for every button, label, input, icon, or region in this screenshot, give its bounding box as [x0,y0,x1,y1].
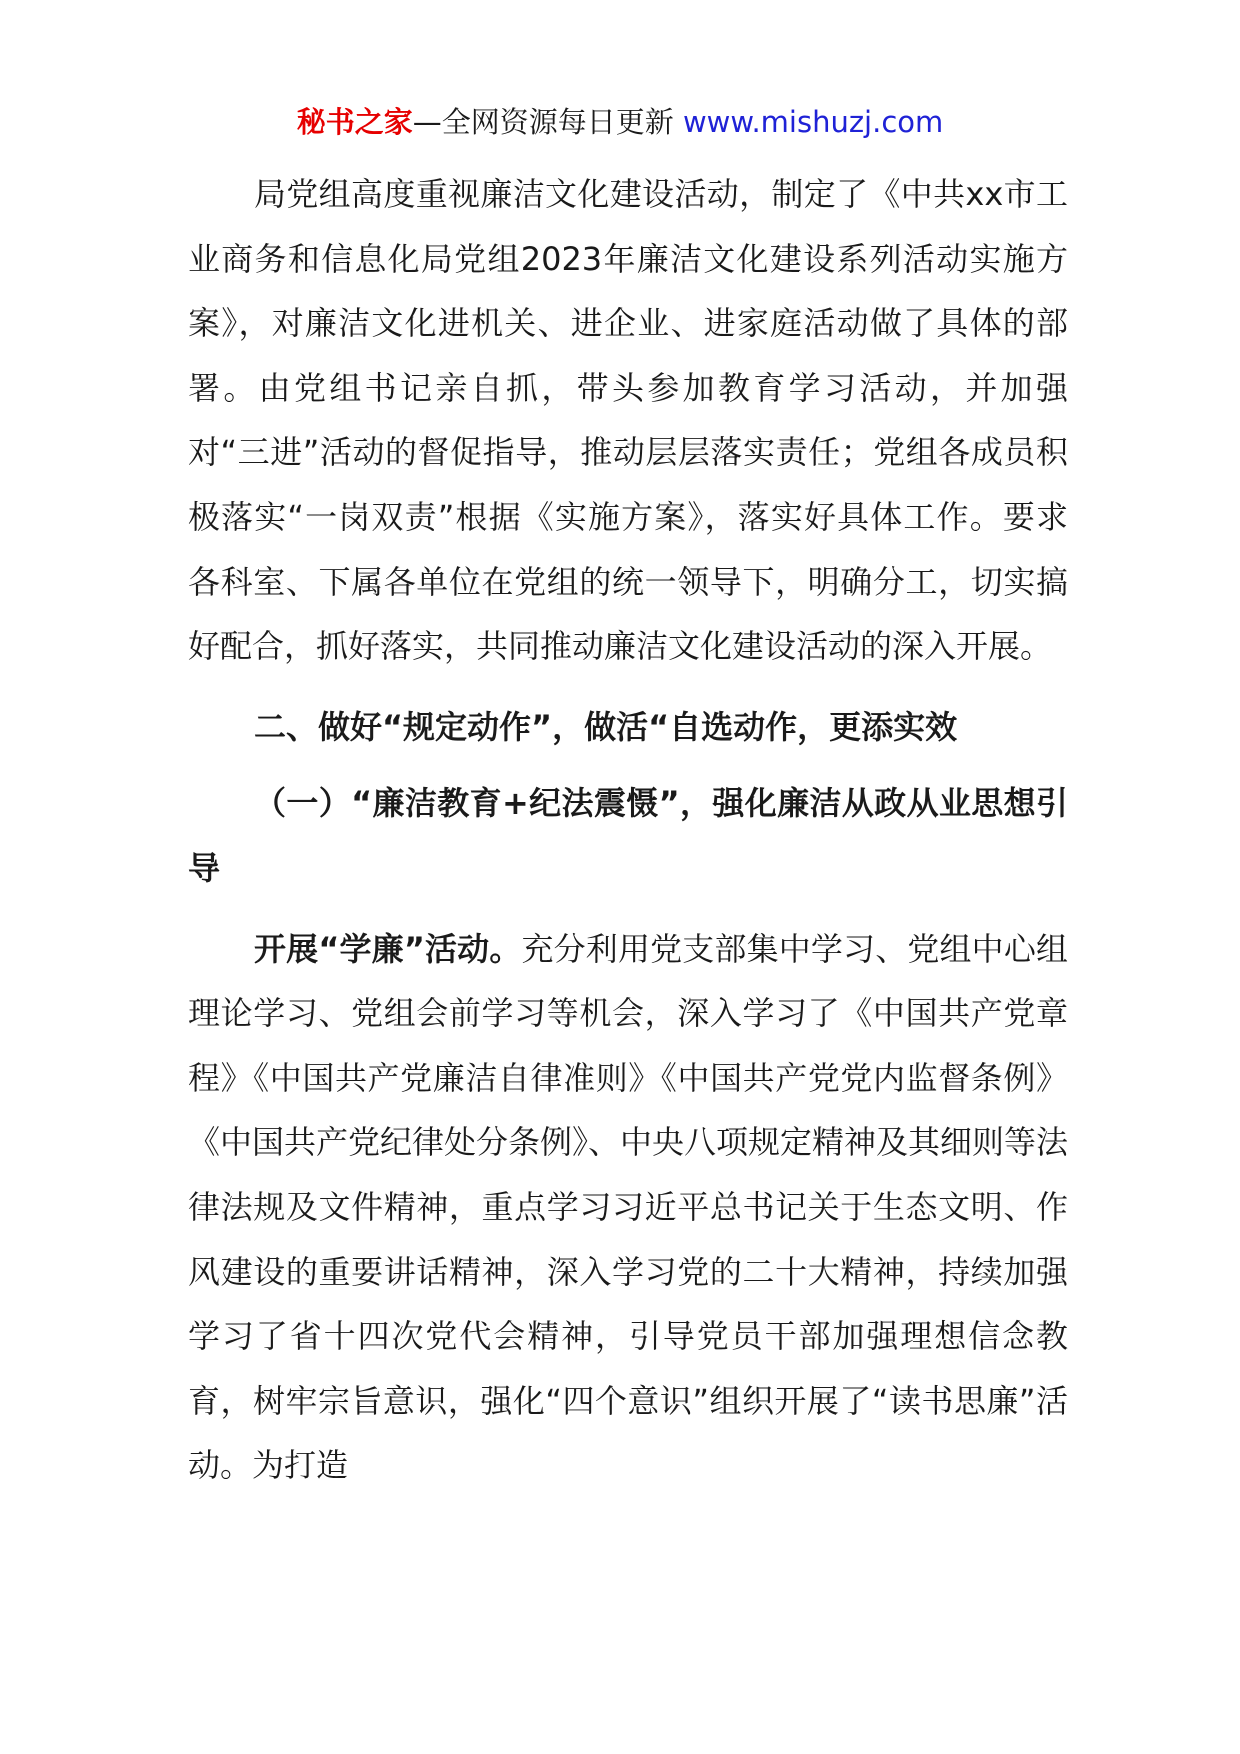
document-body [188,162,1068,1498]
paragraph-2 [188,917,1068,1498]
paragraph-2-body: 充分利用党支部集中学习、党组中心组理论学习、党组会前学习等机会，深入学习了《中国共产党章程》《中国共产党廉洁自律准则》《中国共产党党内监督条例》《中国共产党纪律处分条例》、中央八项规定精神及其细则等法律法规及文件精神，重点学习习近平总书记关于生态文明、作风建设的重要讲话精神，深入学习党的二十大精神，持续加强学习了省十四次党代会精神，引导党员干部加强理想信念教育，树牢宗旨意识，强化“四个意识”组织开展了“读书思廉”活动。为打造 [188,929,1069,1485]
section-heading-2: 二、做好“规定动作”，做活“自选动作，更添实效 [254,707,958,746]
page-header [0,100,1240,144]
brand-name: 秘书之家 [296,105,413,139]
paragraph-1: 局党组高度重视廉洁文化建设活动，制定了《中共xx市工业商务和信息化局党组2023年廉洁文化建设系列活动实施方案》，对廉洁文化进机关、进企业、进家庭活动做了具体的部署。由党组书记亲自抓，带头参加教育学习活动，并加强对“三进”活动的督促指导，推动层层落实责任；党组各成员积极落实“一岗双责”根据《实施方案》，落实好具体工作。要求各科室、下属各单位在党组的统一领导下，明确分工，切实搞好配合，抓好落实，共同推动廉洁文化建设活动的深入开展。 [188,175,1068,666]
paragraph-2-lead: 开展“学廉”活动。 [254,929,522,968]
header-tagline: —全网资源每日更新 [412,105,674,139]
subsection-heading-1: （一）“廉洁教育+纪法震慑”，强化廉洁从政从业思想引导 [188,784,1068,887]
header-url-link[interactable]: www.mishuzj.com [682,105,944,139]
